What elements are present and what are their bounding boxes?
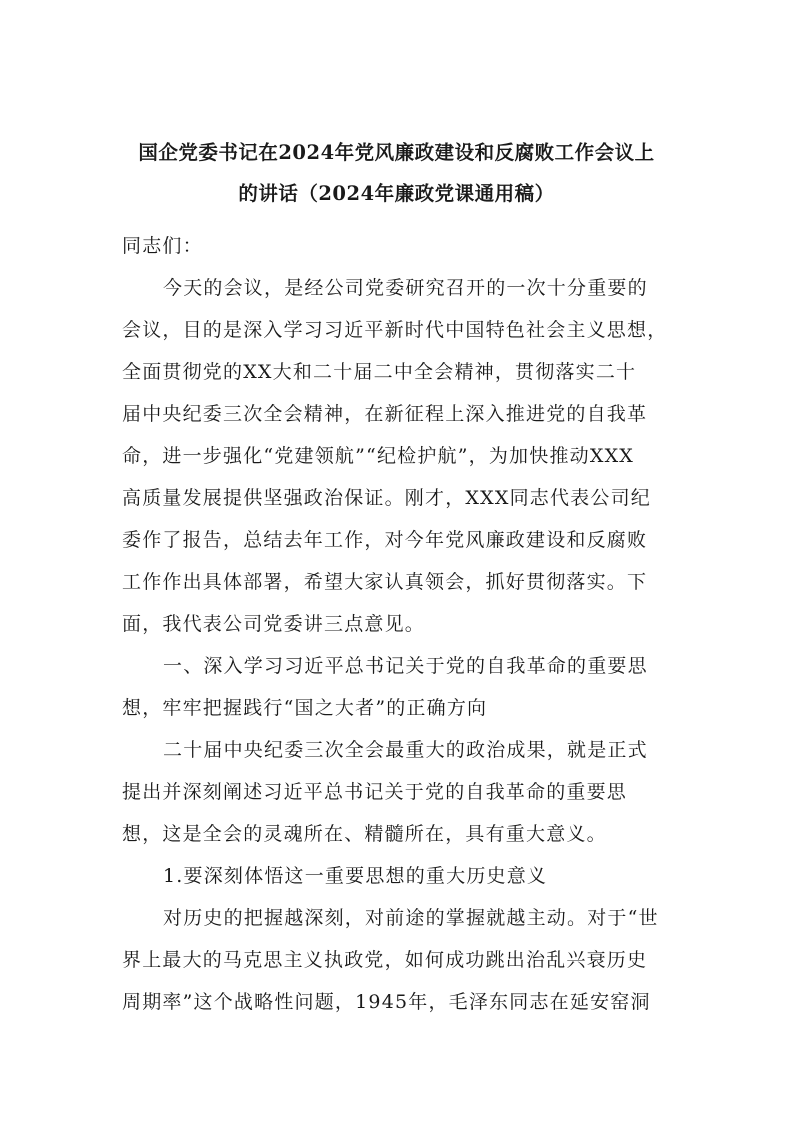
section-heading-line: 一、深入学习习近平总书记关于党的自我革命的重要思 — [163, 655, 648, 677]
paragraph-line: 对历史的把握越深刻，对前途的掌握就越主动。对于“世 — [163, 907, 659, 929]
section-heading-line: 想，牢牢把握践行“国之大者”的正确方向 — [122, 697, 488, 719]
paragraph-line: 想，这是全会的灵魂所在、精髓所在，具有重大意义。 — [122, 823, 607, 845]
paragraph-line: 面，我代表公司党委讲三点意见。 — [122, 613, 426, 635]
paragraph-line: 高质量发展提供坚强政治保证。刚才，XXX同志代表公司纪 — [122, 487, 651, 509]
salutation: 同志们： — [122, 235, 203, 257]
paragraph-line: 工作作出具体部署，希望大家认真领会，抓好贯彻落实。下 — [122, 571, 648, 593]
paragraph-line: 全面贯彻党的XX大和二十届二中全会精神，贯彻落实二十 — [122, 361, 637, 383]
paragraph-line: 周期率”这个战略性问题，1945年，毛泽东同志在延安窑洞 — [122, 991, 651, 1013]
document-title-line-2: 的讲话（2024年廉政党课通用稿） — [238, 182, 555, 205]
paragraph-line: 委作了报告，总结去年工作，对今年党风廉政建设和反腐败 — [122, 529, 648, 551]
paragraph-line: 命，进一步强化“党建领航”“纪检护航”，为加快推动XXX — [122, 445, 635, 467]
paragraph-line: 界上最大的马克思主义执政党，如何成功跳出治乱兴衰历史 — [122, 949, 648, 971]
paragraph-line: 届中央纪委三次全会精神，在新征程上深入推进党的自我革 — [122, 403, 648, 425]
paragraph-line: 今天的会议，是经公司党委研究召开的一次十分重要的 — [163, 277, 648, 299]
paragraph-line: 二十届中央纪委三次全会最重大的政治成果，就是正式 — [163, 739, 648, 761]
paragraph-line: 提出并深刻阐述习近平总书记关于党的自我革命的重要思 — [122, 781, 628, 803]
paragraph-line: 会议，目的是深入学习习近平新时代中国特色社会主义思想， — [122, 319, 668, 341]
subsection-heading: 1.要深刻体悟这一重要思想的重大历史意义 — [163, 865, 548, 887]
document-title-line-1: 国企党委书记在2024年党风廉政建设和反腐败工作会议上 — [138, 141, 655, 164]
